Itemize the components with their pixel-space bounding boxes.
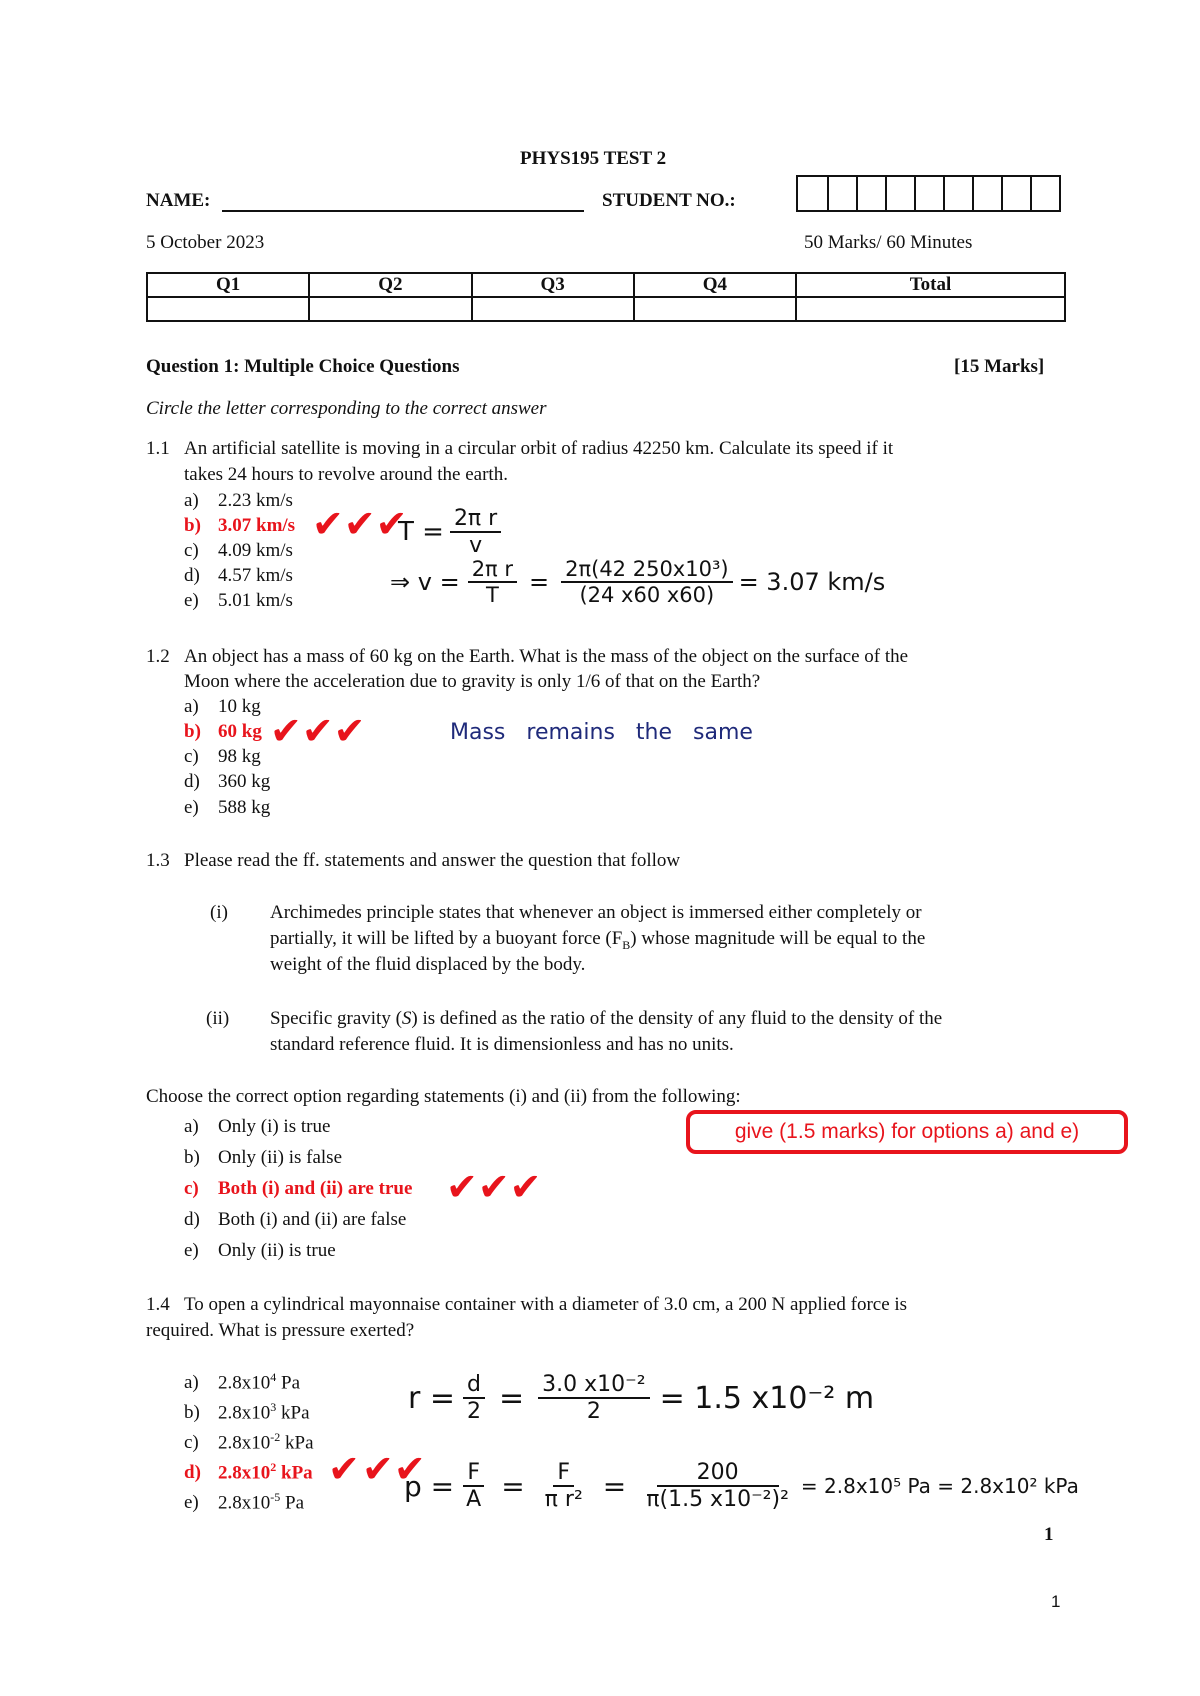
fraction-numerator: 2π r [468,557,517,583]
option-letter: d) [184,1462,201,1484]
statement-text: Specific gravity ( [270,1008,402,1029]
q1-1-period-formula [398,506,501,558]
q1-1-option-b-correct[interactable] [184,515,295,537]
formula-text: = [499,1380,525,1416]
marking-note-text: give (1.5 marks) for options a) and e) [734,1120,1080,1143]
q1-4-text-line2: required. What is pressure exerted? [146,1320,415,1341]
statement-symbol: S [401,1008,412,1029]
student-number-box [827,175,858,212]
statement-subscript: B [622,937,631,952]
option-unit: kPa [276,1402,310,1424]
q1-3-option-c-correct[interactable] [184,1178,412,1200]
fraction [642,1460,793,1512]
q1-2-handwritten-note: Mass remains the same [450,720,753,745]
option-text: Only (ii) is false [218,1147,343,1168]
fraction [561,557,732,607]
option-letter: b) [184,1402,200,1424]
option-letter: b) [184,1147,200,1168]
fraction-numerator: 200 [657,1460,779,1487]
option-letter: a) [184,490,199,511]
handwritten-page-number: 1 [1044,1524,1054,1545]
option-letter: e) [184,1240,199,1261]
q1-4-option-b[interactable] [184,1400,310,1424]
q1-2-text-line2: Moon where the acceleration due to gravity is only 1/6 of that on the Earth? [184,671,761,692]
option-letter: c) [184,746,199,767]
fraction-denominator: A [466,1487,482,1512]
option-unit: Pa [276,1372,300,1394]
option-letter: d) [184,565,200,586]
option-letter: a) [184,1116,199,1137]
option-text: 2.8x10 [218,1372,271,1394]
option-letter: a) [184,696,199,717]
page-number: 1 [1051,1592,1061,1611]
option-letter: c) [184,540,199,561]
marks-cell-q2 [309,297,471,321]
option-text: 2.8x10 [218,1402,271,1424]
formula-text: p = [404,1469,455,1503]
question1-marks: [15 Marks] [954,356,1045,377]
option-text: 60 kg [218,721,262,742]
statement-text: partially, it will be lifted by a buoyant force (F [270,928,623,949]
q1-2-number: 1.2 [146,646,170,667]
marks-header-q4: Q4 [634,273,796,297]
marks-header-q1: Q1 [147,273,309,297]
option-exponent: -5 [270,1490,281,1504]
student-no-label: STUDENT NO.: [602,190,736,211]
option-text: 2.23 km/s [218,490,293,511]
q1-2-text-line1: An object has a mass of 60 kg on the Earth. What is the mass of the object on the surface of the [184,646,909,667]
formula-text: r = [408,1380,456,1416]
fraction [462,1460,485,1512]
statement-ii-line1 [270,1008,942,1030]
formula-text: = [501,1469,525,1503]
q1-3-option-a[interactable] [184,1116,330,1138]
checkmark-icon: ✔✔✔ [446,1165,542,1209]
option-text: 2.8x10 [218,1462,271,1484]
q1-1-number: 1.1 [146,438,170,459]
statement-i-line2 [270,928,925,953]
marks-header-q3: Q3 [472,273,634,297]
fraction-numerator: F [553,1460,574,1487]
formula-text: = [602,1469,627,1503]
option-text: Only (ii) is true [218,1240,336,1261]
fraction [538,1372,649,1424]
statement-i-line1: Archimedes principle states that whenever an object is immersed either completely or [270,902,922,923]
marks-cell-q1 [147,297,309,321]
option-exponent: -2 [270,1430,281,1444]
formula-text: ⇒ v = [390,568,460,596]
option-text: 98 kg [218,746,261,767]
option-text: Both (i) and (ii) are true [218,1178,413,1199]
q1-4-option-d-correct[interactable] [184,1460,313,1484]
q1-1-option-a[interactable] [184,490,293,512]
option-unit: kPa [280,1432,314,1454]
q1-1-option-d[interactable] [184,565,293,587]
option-text: 3.07 km/s [218,515,296,536]
option-exponent: 4 [270,1370,277,1384]
checkmark-icon: ✔✔ [362,1447,426,1491]
q1-2-option-c[interactable] [184,746,261,768]
option-exponent: 2 [270,1460,277,1474]
q1-4-pressure-formula [404,1460,1079,1512]
option-text: 4.09 km/s [218,540,293,561]
q1-4-option-a[interactable] [184,1370,300,1394]
q1-1-option-e[interactable] [184,590,293,612]
student-number-box [943,175,974,212]
marks-cell-total [796,297,1065,321]
option-letter: c) [184,1432,199,1454]
q1-3-option-b[interactable] [184,1147,342,1169]
option-exponent: 3 [270,1400,277,1414]
q1-1-option-c[interactable] [184,540,293,562]
fraction-denominator: (24 x60 x60) [579,583,715,607]
fraction-numerator: 3.0 x10⁻² [538,1372,649,1399]
q1-1-text-line1: An artificial satellite is moving in a circular orbit of radius 42250 km. Calculate its speed if it [184,438,894,459]
q1-2-option-a[interactable] [184,696,261,718]
q1-3-option-e[interactable] [184,1240,336,1262]
student-number-box [914,175,945,212]
statement-i-label: (i) [210,902,228,923]
statement-text: ) is defined as the ratio of the density of any fluid to the density of the [411,1008,943,1029]
q1-4-number: 1.4 [146,1294,170,1315]
marks-cell-q3 [472,297,634,321]
marks-header-total: Total [796,273,1065,297]
student-number-box [796,175,829,212]
fraction-denominator: T [485,583,499,607]
fraction [450,506,501,558]
fraction-denominator: π(1.5 x10⁻²)² [646,1487,789,1512]
option-letter: a) [184,1372,199,1394]
fraction-numerator: F [463,1460,484,1487]
option-letter: d) [184,1209,200,1230]
option-text: Both (i) and (ii) are false [218,1209,407,1230]
option-text: 10 kg [218,696,261,717]
student-number-box [885,175,916,212]
q1-2-option-d[interactable] [184,771,270,793]
student-number-box [856,175,887,212]
q1-1-speed-formula [390,557,885,607]
test-title: PHYS195 TEST 2 [520,148,667,169]
q1-3-choose-text: Choose the correct option regarding statements (i) and (ii) from the following: [146,1086,741,1107]
statement-i-line3: weight of the fluid displaced by the body. [270,954,586,975]
q1-4-text-line1: To open a cylindrical mayonnaise container with a diameter of 3.0 cm, a 200 N applied force is [184,1294,908,1315]
fraction-numerator: 2π(42 250x10³) [561,557,732,583]
q1-2-option-e[interactable] [184,797,270,819]
fraction-numerator: d [463,1372,485,1399]
fraction-denominator: 2 [586,1399,601,1424]
q1-4-option-c[interactable] [184,1430,314,1454]
student-number-box [1030,175,1061,212]
name-label: NAME: [146,190,211,211]
option-unit: kPa [276,1462,313,1484]
q1-3-text: Please read the ff. statements and answer the question that follow [184,850,681,871]
test-date: 5 October 2023 [146,232,265,253]
q1-4-option-e[interactable] [184,1490,304,1514]
checkmark-icon: ✔ [328,1447,360,1491]
option-text: 5.01 km/s [218,590,293,611]
formula-result: = 2.8x10⁵ Pa = 2.8x10² kPa [800,1474,1079,1498]
option-letter: d) [184,771,200,792]
question1-instruction: Circle the letter corresponding to the correct answer [146,398,547,419]
fraction-denominator: 2 [467,1399,482,1424]
option-text: 2.8x10 [218,1492,271,1514]
marks-header-q2: Q2 [309,273,471,297]
fraction-numerator: 2π r [450,506,501,533]
fraction-denominator: v [469,533,483,558]
option-unit: Pa [280,1492,304,1514]
option-text: Only (i) is true [218,1116,331,1137]
option-letter: c) [184,1178,199,1199]
marking-note-box [686,1110,1128,1154]
fraction [468,557,517,607]
option-text: 360 kg [218,771,271,792]
checkmark-icon: ✔✔✔ [312,502,408,546]
fraction [541,1460,587,1512]
option-text: 588 kg [218,797,271,818]
question1-title: Question 1: Multiple Choice Questions [146,356,460,377]
marks-time: 50 Marks/ 60 Minutes [804,232,973,253]
fraction-denominator: π r² [544,1487,583,1512]
option-text: 4.57 km/s [218,565,293,586]
option-letter: e) [184,797,199,818]
q1-2-option-b-correct[interactable] [184,721,262,743]
formula-result: = 1.5 x10⁻² m [659,1380,875,1416]
statement-text: ) whose magnitude will be equal to the [630,928,926,949]
checkmark-icon: ✔✔✔ [270,709,366,753]
statement-ii-line2: standard reference fluid. It is dimensionless and has no units. [270,1034,734,1055]
formula-result: = 3.07 km/s [738,568,886,596]
option-text: 2.8x10 [218,1432,271,1454]
statement-ii-label: (ii) [206,1008,230,1029]
student-number-box [1001,175,1032,212]
q1-3-option-d[interactable] [184,1209,406,1231]
marks-cell-q4 [634,297,796,321]
option-letter: e) [184,1492,199,1514]
name-field-line [222,210,584,212]
formula-text: T = [398,517,444,547]
option-letter: e) [184,590,199,611]
q1-1-text-line2: takes 24 hours to revolve around the earth. [184,464,508,485]
student-number-box [972,175,1003,212]
formula-text: = [529,568,550,596]
q1-3-number: 1.3 [146,850,170,871]
marks-table [146,272,1066,322]
option-letter: b) [184,721,201,742]
fraction [463,1372,485,1424]
q1-4-radius-formula [408,1372,874,1424]
option-letter: b) [184,515,201,536]
